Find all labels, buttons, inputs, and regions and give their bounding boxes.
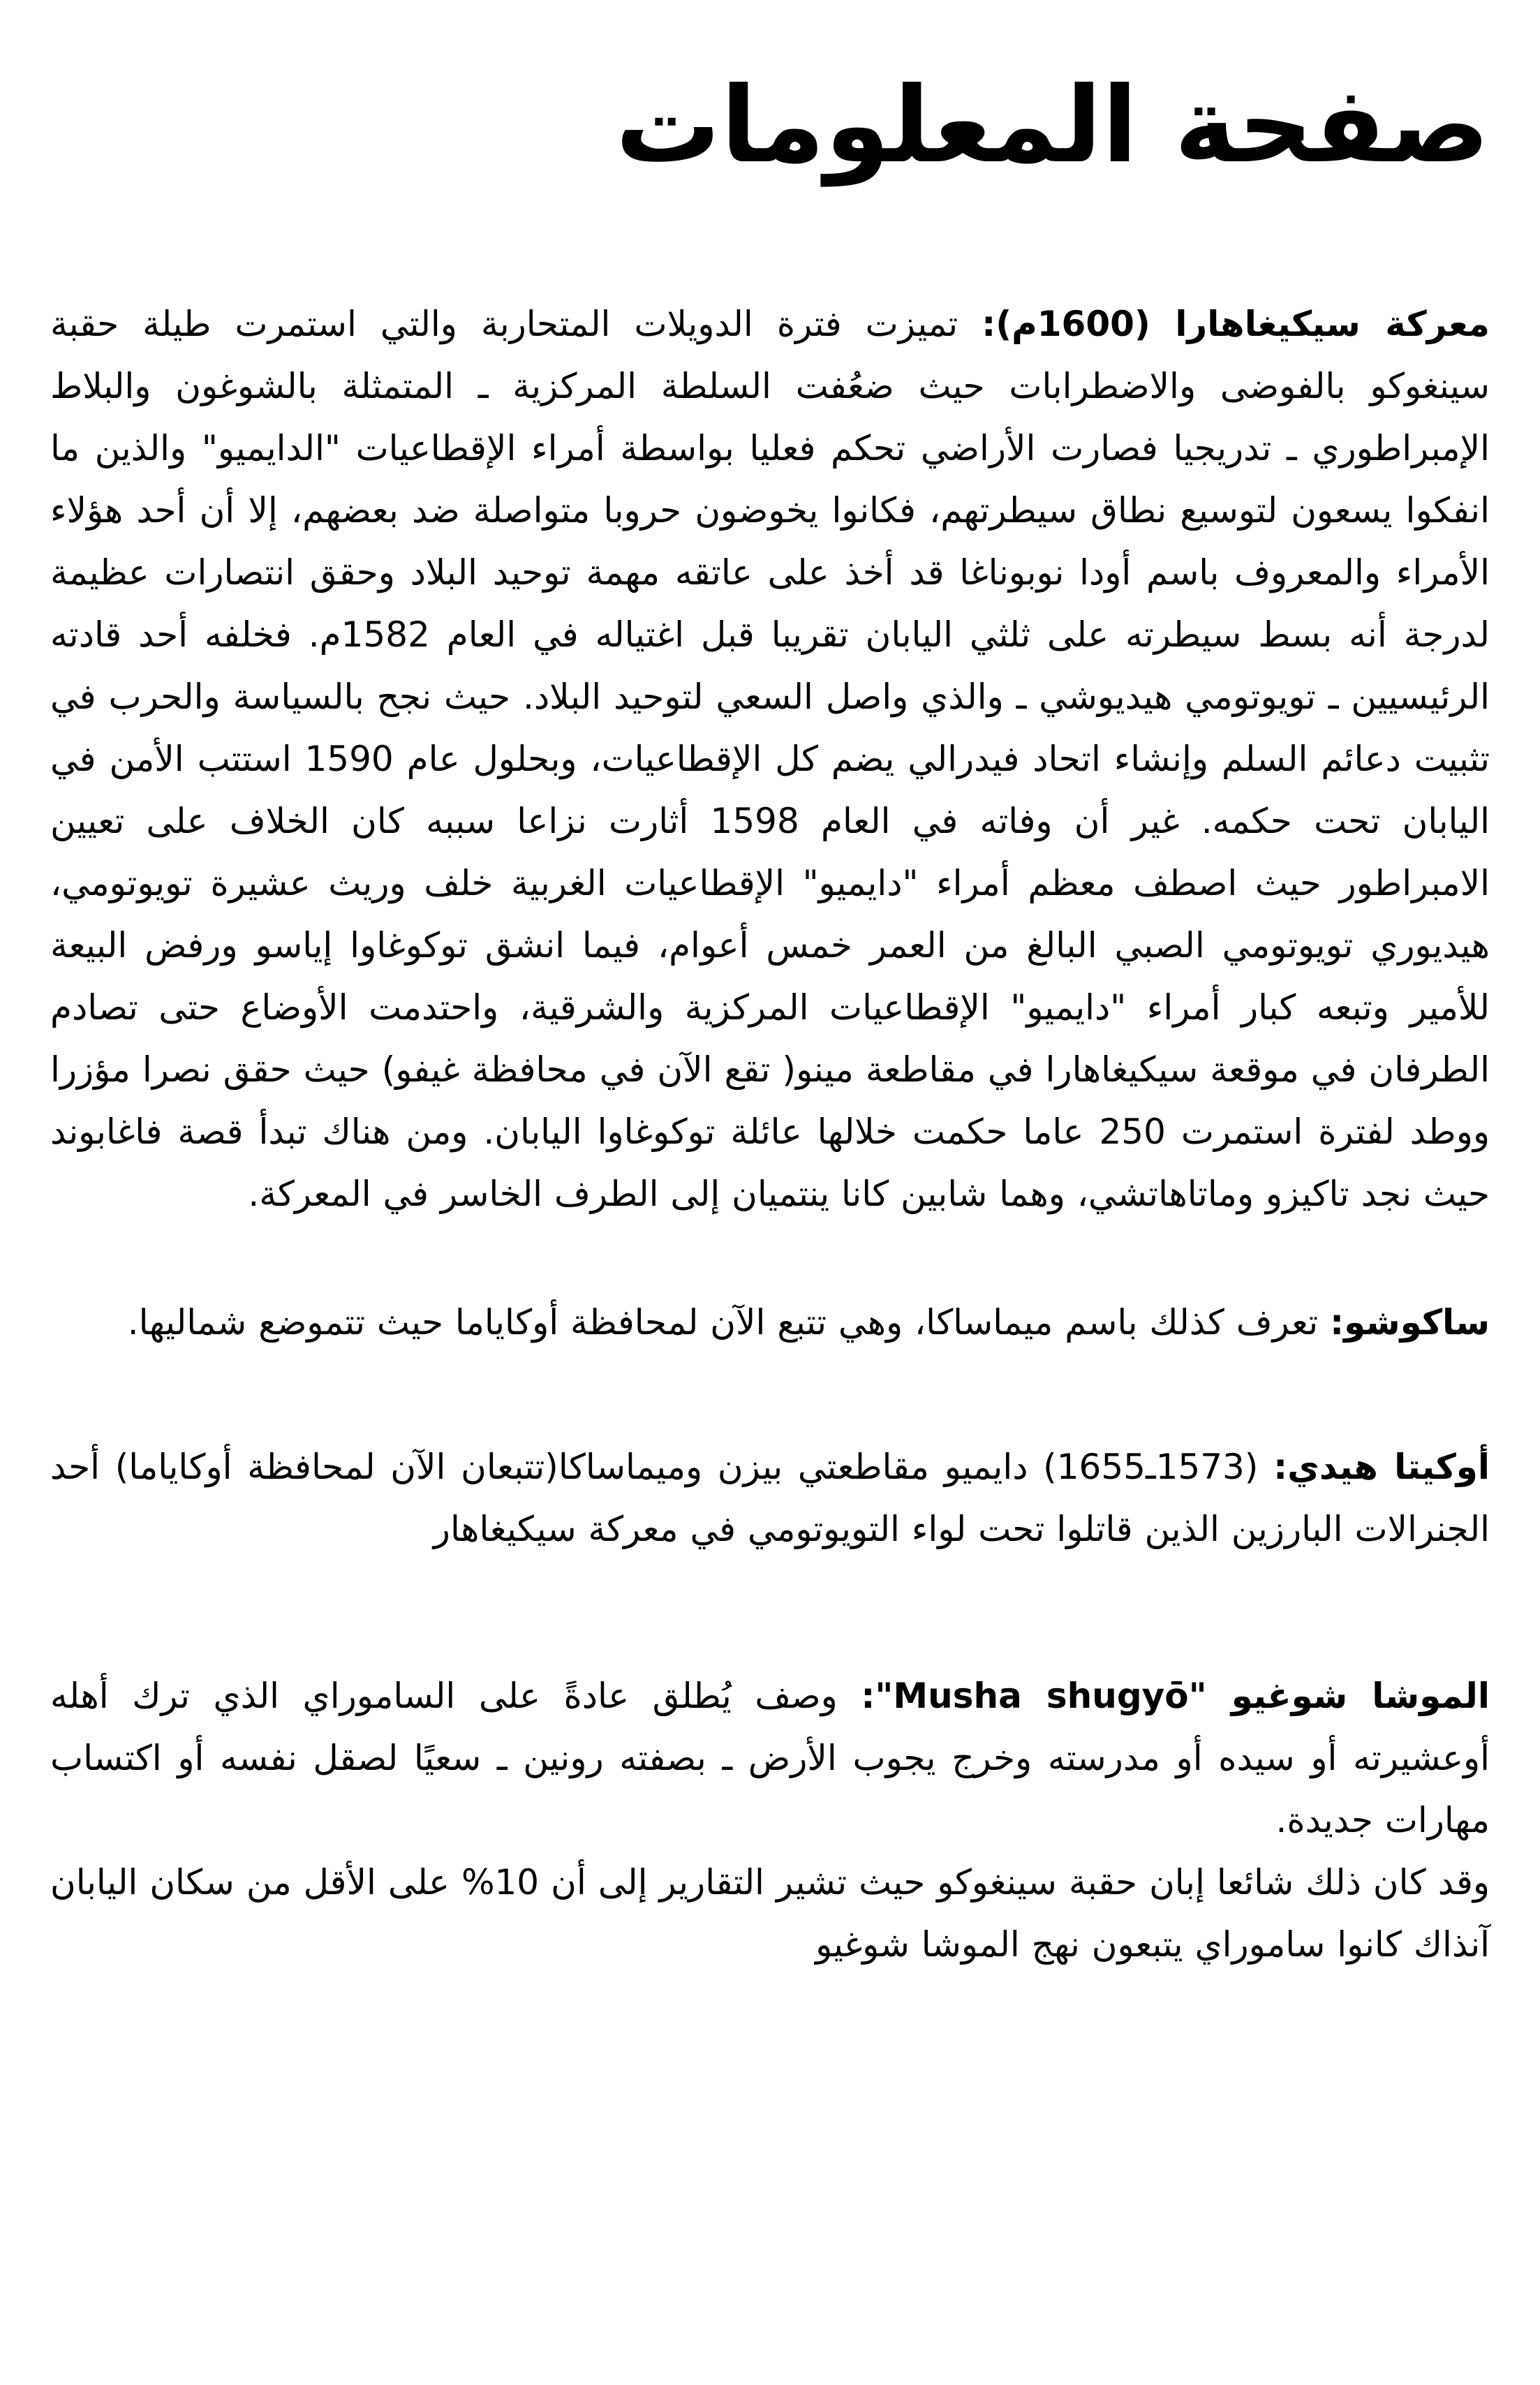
paragraph-sekigahara-battle	[50, 293, 1490, 1225]
paragraph-sekigahara-lead: معركة سيكيغاهارا (1600م):	[982, 304, 1490, 344]
paragraph-sakusho-text: تعرف كذلك باسم ميماساكا، وهي تتبع الآن لمحافظة أوكاياما حيث تتموضع شماليها.	[127, 1302, 1319, 1343]
paragraph-sakusho-lead: ساكوشو:	[1330, 1302, 1490, 1343]
paragraph-sekigahara-text: تميزت فترة الدويلات المتحاربة والتي استمرت طيلة حقبة سينغوكو بالفوضى والاضطرابات حيث ضعُفت السلطة المركزية ـ المتمثلة بالشوغون والبلاط الإمبراطوري ـ تدريجيا فصارت الأراضي تحكم فعليا بواسطة أمراء الإقطاعيات "الدايميو" والذين ما انفكوا يسعون لتوسيع نطاق سيطرتهم، فكانوا يخوضون حروبا متواصلة ضد بعضهم، إلا أن أحد هؤلاء الأمراء والمعروف باسم أودا نوبوناغا قد أخذ على عاتقه مهمة توحيد البلاد وحقق انتصارات عظيمة لدرجة أنه بسط سيطرته على ثلثي اليابان تقريبا قبل اغتياله في العام 1582م. فخلفه أحد قادته الرئيسيين ـ تويوتومي هيديوشي ـ والذي واصل السعي لتوحيد البلاد. حيث نجح بالسياسة والحرب في تثبيت دعائم السلم وإنشاء اتحاد فيدرالي يضم كل الإقطاعيات، وبحلول عام 1590 استتب الأمن في اليابان تحت حكمه. غير أن وفاته في العام 1598 أثارت نزاعا سببه كان الخلاف على تعيين الامبراطور حيث اصطف معظم أمراء "دايميو" الإقطاعيات الغربية خلف وريث عشيرة تويوتومي، هيديوري تويوتومي الصبي البالغ من العمر خمس أعوام، فيما انشق توكوغاوا إياسو ورفض البيعة للأمير وتبعه كبار أمراء "دايميو" الإقطاعيات المركزية والشرقية، واحتدمت الأوضاع حتى تصادم الطرفان في موقعة سيكيغاهارا في مقاطعة مينو( تقع الآن في محافظة غيفو) حيث حقق نصرا مؤزرا ووطد لفترة استمرت 250 عاما حكمت خلالها عائلة توكوغاوا اليابان. ومن هناك تبدأ قصة فاغابوند حيث نجد تاكيزو وماتاهاتشي، وهما شابين كانا ينتميان إلى الطرف الخاسر في المعركة.	[50, 304, 1490, 1214]
paragraph-musha-text2: وقد كان ذلك شائعا إبان حقبة سينغوكو حيث تشير التقارير إلى أن 10% على الأقل من سكان اليابان آنذاك كانوا ساموراي يتبعون نهج الموشا شوغيو	[50, 1862, 1490, 1965]
paragraph-musha-text: وصف يُطلق عادةً على الساموراي الذي ترك أهله أوعشيرته أو سيده أو مدرسته وخرج يجوب الأرض ـ بصفته رونين ـ سعيًا لصقل نفسه أو اكتساب مهارات جديدة.	[50, 1676, 1490, 1840]
paragraph-musha-shugyo	[50, 1665, 1490, 1976]
page-title: صفحة المعلومات	[615, 65, 1490, 186]
paragraph-sakusho	[50, 1292, 1490, 1354]
paragraph-ukita-lead: أوكيتا هيدي:	[1273, 1447, 1490, 1487]
paragraph-ukita-hideie	[50, 1436, 1490, 1560]
paragraph-ukita-text: (1573ـ1655) دايميو مقاطعتي بيزن وميماساكا(تتبعان الآن لمحافظة أوكاياما) أحد الجنرالات البارزين الذين قاتلوا تحت لواء التويوتومي في معركة سيكيغاهار	[50, 1447, 1490, 1549]
paragraph-musha-lead: الموشا شوغيو "Musha shugyō":	[861, 1676, 1490, 1716]
